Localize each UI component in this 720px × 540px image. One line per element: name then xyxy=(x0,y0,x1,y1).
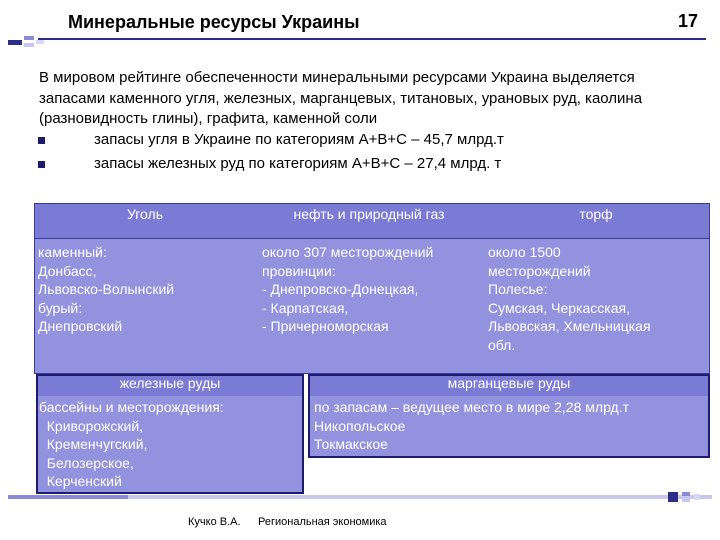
title-bar xyxy=(0,0,720,44)
table-header-coal: Уголь xyxy=(34,203,256,239)
table-cell-oil-gas: около 307 месторождений провинции: - Днепровско-Донецкая, - Карпатская, - Причерноморская xyxy=(256,239,482,374)
manganese-frame xyxy=(308,374,710,458)
table-header-iron: железные руды xyxy=(36,374,304,396)
title-underline xyxy=(38,38,706,40)
table-cell-peat: около 1500 месторождений Полесье: Сумская, Черкасская, Львовская, Хмельницкая обл. xyxy=(482,239,710,374)
table-frame xyxy=(34,203,710,374)
slide-number: 17 xyxy=(677,11,698,31)
table-divider xyxy=(34,238,710,239)
iron-frame xyxy=(36,374,304,494)
table-header-oil-gas: нефть и природный газ xyxy=(256,203,482,239)
bullet-square-icon xyxy=(38,161,45,168)
footer-course: Региональная экономика xyxy=(258,516,387,528)
slide-title: Минеральные ресурсы Украины xyxy=(68,12,360,32)
table-cell-coal: каменный: Донбасс, Львовско-Волынский бурый: Днепровский xyxy=(34,239,256,374)
table-header-peat: торф xyxy=(482,203,710,239)
table-cell-manganese: по запасам – ведущее место в мире 2,28 млрд.т Никопольское Токмакское xyxy=(308,396,710,458)
bullet-square-icon xyxy=(38,137,45,144)
bullet-text: запасы железных руд по категориям А+В+С – 27,4 млрд. т xyxy=(94,155,502,172)
bullet-text: запасы угля в Украине по категориям А+В+С – 45,7 млрд.т xyxy=(94,131,504,148)
footer-author: Кучко В.А. xyxy=(188,516,241,528)
table-header-manganese: марганцевые руды xyxy=(308,374,710,396)
table-cell-iron: бассейны и месторождения: Криворожский, Кременчугский, Белозерское, Керченский xyxy=(36,396,304,494)
intro-paragraph: В мировом рейтинге обеспеченности минеральными ресурсами Украина выделяется запасами каменного угля, железных, марганцевых, титановых, урановых руд, каолина (разновидность глины), графита, каменной соли xyxy=(39,69,643,127)
footer-decorative-bar xyxy=(8,492,712,502)
